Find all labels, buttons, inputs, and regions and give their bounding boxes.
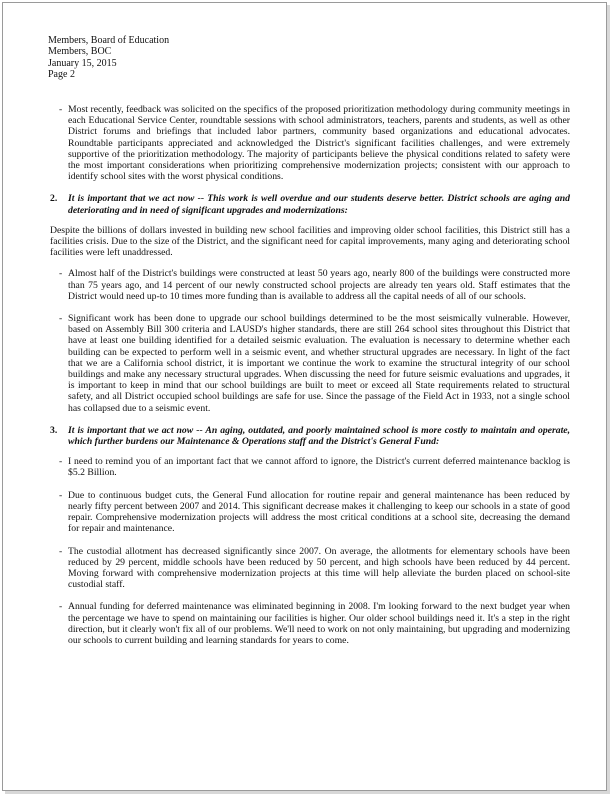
list-item	[50, 490, 570, 535]
list-item	[50, 546, 570, 591]
list-item-text: Almost half of the District's buildings were constructed at least 50 years ago, nearly 800 of the buildings were constructed more than 75 years ago, and 14 percent of our newly constructed school projects are already ten years old. Staff estimates that the District would need up-to 10 times more funding than is available to address all the capital needs of all of our schools.	[68, 268, 570, 302]
memo-header	[48, 35, 169, 81]
bullet-dash: -	[59, 313, 63, 325]
section-2-heading	[50, 193, 570, 215]
list-item	[50, 601, 570, 646]
list-item	[50, 456, 570, 478]
list-item-text: Most recently, feedback was solicited on the specifics of the proposed prioritization methodology during community meetings in each Educational Service Center, roundtable sessions with school administrators, teachers, parents and students, as well as other District forums and briefings that included labor partners, community based organizations and educational advocates. Roundtable participants appreciated and acknowledged the District's significant facilities challenges, and were extremely supportive of the prioritization methodology. The majority of participants believe the physical conditions related to safety were the most important considerations when prioritizing comprehensive modernization projects; consistent with our approach to identify school sites with the worst physical conditions.	[68, 104, 570, 183]
header-recipient-2: Members, BOC	[48, 46, 112, 58]
section-2-number: 2.	[50, 193, 58, 205]
section-3-heading-text: It is important that we act now -- An aging, outdated, and poorly maintained school is more costly to maintain and operate, which further burdens our Maintenance & Operations staff and the District's General Fund:	[68, 424, 570, 448]
bullet-dash: -	[59, 104, 63, 115]
section-3-number: 3.	[50, 424, 58, 436]
bullet-dash: -	[59, 456, 63, 468]
list-item	[50, 313, 570, 414]
list-item	[50, 104, 570, 182]
bullet-dash: -	[59, 489, 63, 501]
list-item	[50, 268, 570, 302]
document-page	[2, 2, 607, 791]
bullet-dash: -	[59, 268, 63, 280]
bullet-dash: -	[59, 601, 63, 613]
header-page-number: Page 2	[48, 69, 75, 81]
header-recipient-1: Members, Board of Education	[48, 35, 170, 46]
memo-body	[50, 104, 570, 657]
list-item-text: Annual funding for deferred maintenance was eliminated beginning in 2008. I'm looking forward to the next budget year when the percentage we have to spend on maintaining our facilities is higher. Our older school buildings need it. It's a step in the right direction, but it clearly won't fix all of our problems. We'll need to work on not only maintaining, but upgrading and modernizing our schools to current building and learning standards for years to come.	[68, 601, 570, 646]
section-2-heading-text: It is important that we act now -- This work is well overdue and our students deserve better. District schools are aging and deteriorating and in need of significant upgrades and modernizations:	[68, 193, 570, 216]
header-date: January 15, 2015	[48, 57, 117, 69]
list-item-text: The custodial allotment has decreased significantly since 2007. On average, the allotments for elementary schools have been reduced by 29 percent, middle schools have been reduced by 50 percent, and high schools have been reduced by 44 percent. Moving forward with comprehensive modernization projects at this time will help alleviate the burden placed on school-site custodial staff.	[68, 545, 570, 591]
section-3-heading	[50, 425, 570, 447]
list-item-text: Due to continuous budget cuts, the General Fund allocation for routine repair and general maintenance has been reduced by nearly fifty percent between 2007 and 2014. This significant decrease makes it challenging to keep our schools in a state of good repair. Comprehensive modernization projects will address the most critical conditions at a school site, decreasing the demand for repair and maintenance.	[68, 489, 570, 535]
bullet-dash: -	[59, 545, 63, 557]
section-2-paragraph: Despite the billions of dollars invested in building new school facilities and improving older school facilities, this District still has a facilities crisis. Due to the size of the District, and the significant need for capital improvements, many aging and deteriorating school facilities were left unaddressed.	[50, 224, 570, 259]
list-item-text: Significant work has been done to upgrade our school buildings determined to be the most seismically vulnerable. However, based on Assembly Bill 300 criteria and LAUSD's higher standards, there are still 264 school sites throughout this District that have at least one building identified for a detailed seismic evaluation. The evaluation is necessary to determine whether each building can be expected to perform well in a seismic event, and whether structural upgrades are necessary. In light of the fact that we are a California school district, it is important we continue the work to examine the structural integrity of our school buildings and make any necessary structural upgrades. When discussing the need for future seismic evaluations and upgrades, it is important to keep in mind that our school buildings are built to meet or exceed all State requirements related to structural safety, and all District occupied school buildings are safe for use. Since the passage of the Field Act in 1933, not a single school has collapsed due to a seismic event.	[68, 313, 570, 414]
list-item-text: I need to remind you of an important fact that we cannot afford to ignore, the District's current deferred maintenance backlog is $5.2 Billion.	[68, 456, 570, 479]
